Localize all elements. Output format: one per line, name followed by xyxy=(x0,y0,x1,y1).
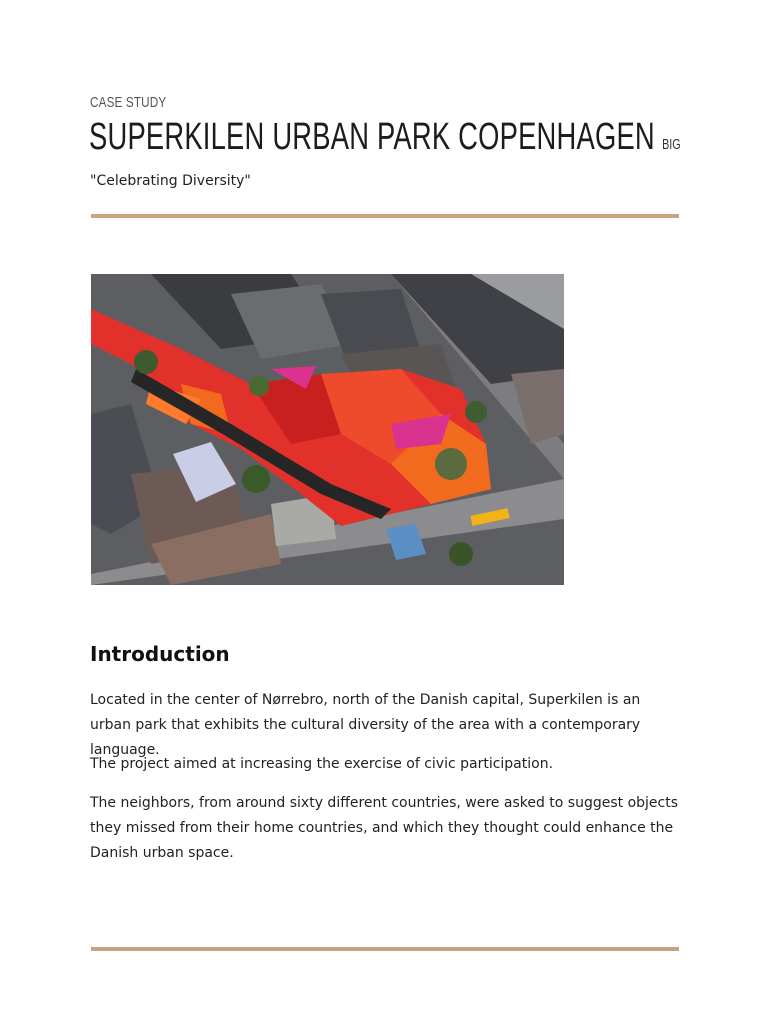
bottom-divider xyxy=(91,947,679,951)
eyebrow-label: CASE STUDY xyxy=(90,94,167,111)
page-subtitle: "Celebrating Diversity" xyxy=(90,173,251,189)
top-divider xyxy=(91,214,679,218)
aerial-park-photo xyxy=(91,274,564,585)
intro-paragraph-1: Located in the center of Nørrebro, north of the Danish capital, Superkilen is an urban park that exhibits the cultural diversity of the area with a contemporary language. xyxy=(90,692,641,758)
aerial-photo-illustration xyxy=(91,274,564,585)
section-heading-introduction: Introduction xyxy=(90,642,230,666)
intro-paragraph-2: The project aimed at increasing the exercise of civic participation. xyxy=(90,756,554,772)
title-row xyxy=(89,116,681,159)
intro-paragraph-3: The neighbors, from around sixty different countries, were asked to suggest objects they missed from their home countries, and which they thought could enhance the Danish urban space. xyxy=(90,795,679,861)
architect-firm-label: BIG xyxy=(662,136,681,153)
page-title: SUPERKILEN URBAN PARK COPENHAGEN xyxy=(89,116,655,158)
